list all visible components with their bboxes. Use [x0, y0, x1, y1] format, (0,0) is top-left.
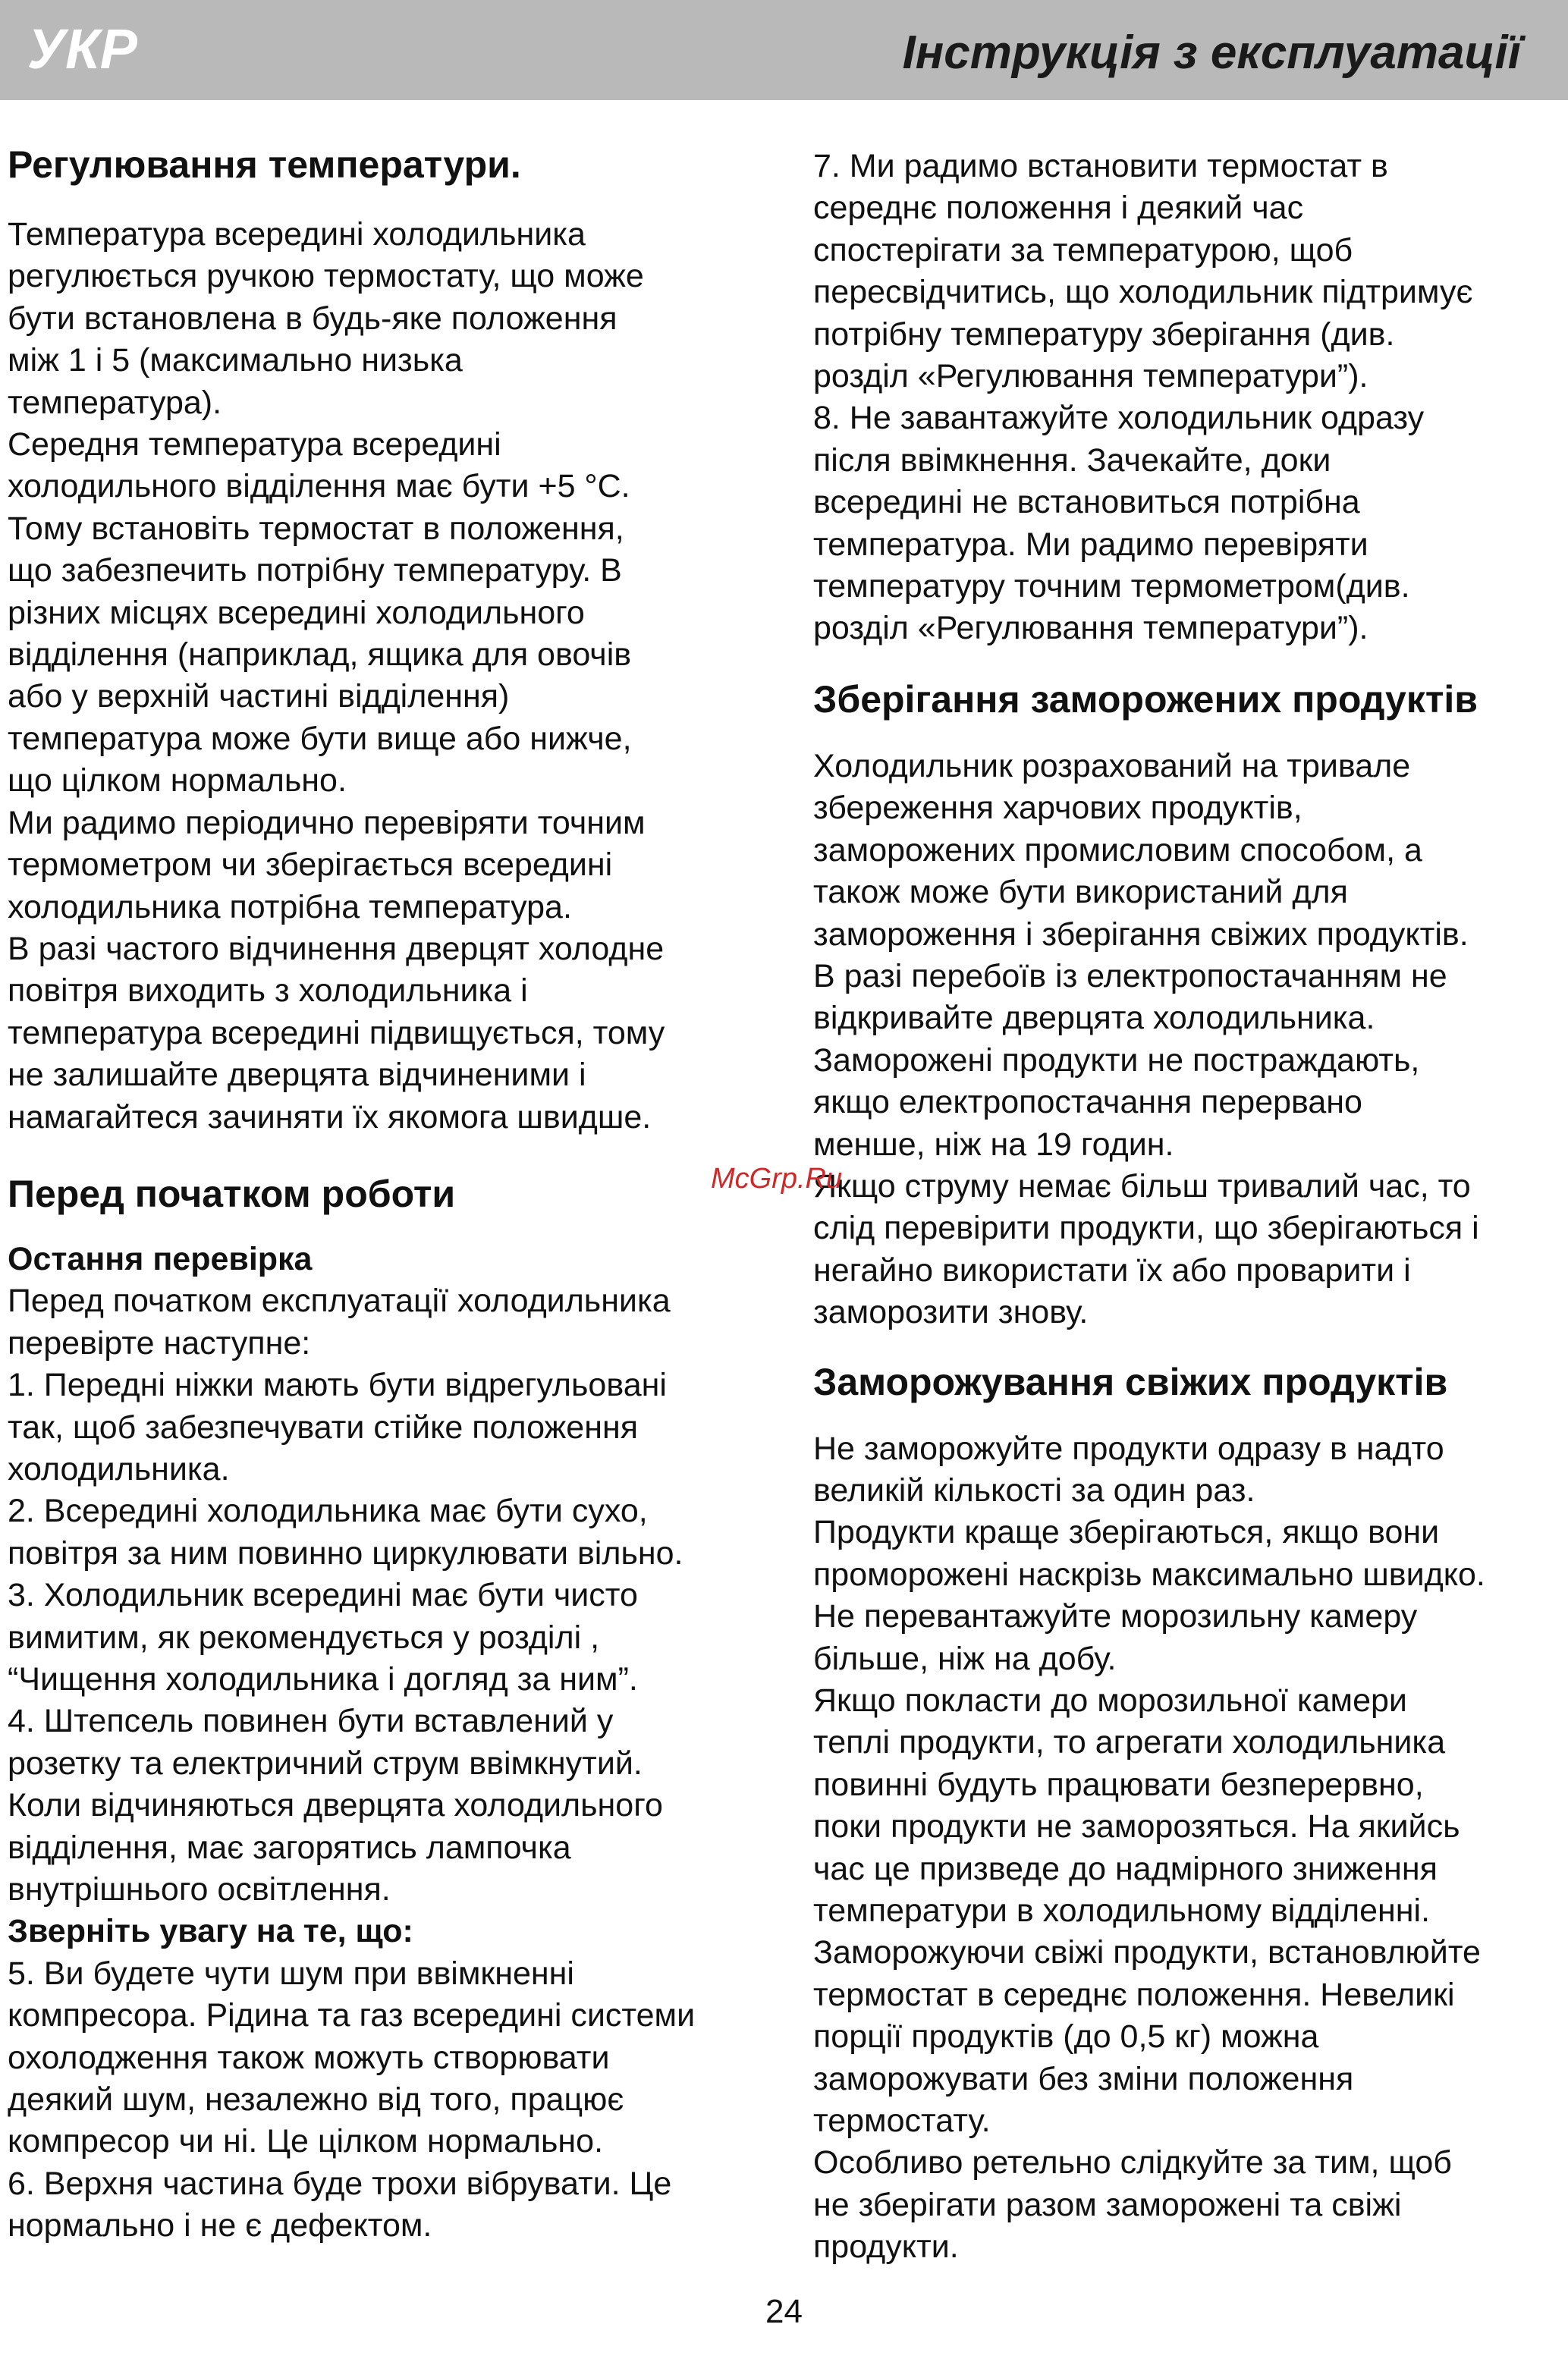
text-line: 2. Всередині холодильника має бути сухо, — [8, 1493, 648, 1530]
text-line: поки продукти не заморозяться. На якийсь — [813, 1808, 1460, 1845]
text-line: заморозити знову. — [813, 1294, 1089, 1331]
text-line: збереження харчових продуктів, — [813, 790, 1302, 827]
text-line: розділ «Регулювання температури”). — [813, 610, 1368, 647]
final-check-text — [8, 1280, 766, 1911]
text-line: більше, ніж на добу. — [813, 1640, 1117, 1677]
text-line: середнє положення і деякий час — [813, 190, 1304, 227]
text-line: Температура всередині холодильника — [8, 216, 586, 253]
text-line: Тому встановіть термостат в положення, — [8, 510, 624, 547]
right-column — [813, 141, 1564, 2269]
text-line: Не перевантажуйте морозильну камеру — [813, 1598, 1418, 1635]
watermark: McGrp.Ru — [711, 1163, 843, 1195]
text-line: негайно використати їх або проварити і — [813, 1252, 1411, 1289]
text-line: В разі перебоїв із електропостачанням не — [813, 957, 1447, 994]
text-line: Перед початком експлуатації холодильника — [8, 1283, 671, 1320]
text-line: термостат в середнє положення. Невеликі — [813, 1976, 1455, 2013]
text-line: В разі частого відчинення дверцят холодне — [8, 930, 665, 967]
text-line: проморожені наскрізь максимально швидко. — [813, 1556, 1485, 1593]
text-line: холодильного відділення має бути +5 °С. — [8, 468, 630, 505]
text-line: 1. Передні ніжки мають бути відрегульовані — [8, 1367, 667, 1404]
text-line: 8. Не завантажуйте холодильник одразу — [813, 400, 1425, 437]
frozen-storage-text — [813, 746, 1564, 1334]
text-line: або у верхній частині відділення) — [8, 678, 510, 715]
text-line: термометром чи зберігається всередині — [8, 846, 613, 884]
text-line: Середня температура всередині — [8, 426, 501, 463]
text-line: Заморожуючи свіжі продукти, встановлюйте — [813, 1934, 1481, 1971]
text-line: 5. Ви будете чути шум при ввімкненні — [8, 1955, 574, 1992]
text-line: температури в холодильному відділенні. — [813, 1892, 1431, 1930]
text-line: Холодильник розрахований на тривале — [813, 747, 1411, 784]
page-number: 24 — [765, 2293, 803, 2330]
text-line: всередині не встановиться потрібна — [813, 484, 1360, 521]
text-line: 7. Ми радимо встановити термостат в — [813, 148, 1388, 184]
text-line: відкривайте дверцята холодильника. — [813, 1000, 1375, 1037]
left-column — [8, 141, 766, 2247]
text-line: великій кількості за один раз. — [813, 1472, 1255, 1509]
text-line: вимитим, як рекомендується у розділі , — [8, 1619, 600, 1656]
text-line: намагайтеся зачиняти їх якомога швидше. — [8, 1098, 652, 1135]
fresh-freezing-text — [813, 1428, 1564, 2269]
frozen-storage-heading: Зберігання заморожених продуктів — [813, 677, 1478, 721]
text-line: час це призведе до надмірного зниження — [813, 1850, 1438, 1887]
text-line: не зберігати разом заморожені та свіжі — [813, 2186, 1402, 2223]
temperature-text — [8, 214, 766, 1139]
text-line: Коли відчиняються дверцята холодильного — [8, 1787, 663, 1824]
text-line: деякий шум, незалежно від того, працює — [8, 2081, 624, 2119]
text-line: Якщо струму немає більш тривалий час, то — [813, 1167, 1471, 1205]
text-line: холодильника потрібна температура. — [8, 888, 572, 925]
text-line: що забезпечить потрібну температуру. В — [8, 552, 622, 589]
text-line: заморожених промисловим способом, а — [813, 831, 1422, 868]
text-line: після ввімкнення. Зачекайте, доки — [813, 441, 1331, 479]
continued-steps-text — [813, 146, 1564, 650]
temperature-heading: Регулювання температури. — [8, 143, 521, 186]
text-line: спостерігати за температурою, щоб — [813, 231, 1353, 269]
text-line: менше, ніж на 19 годин. — [813, 1126, 1174, 1163]
text-line: продукти. — [813, 2229, 959, 2266]
text-line: Не заморожуйте продукти одразу в надто — [813, 1430, 1444, 1467]
text-line: температуру точним термометром(див. — [813, 568, 1410, 605]
text-line: повинні будуть працювати безперервно, — [813, 1766, 1424, 1803]
final-check-subheading: Остання перевірка — [8, 1240, 313, 1277]
text-line: бути встановлена в будь-яке положення — [8, 300, 617, 337]
text-line: Особливо ретельно слідкуйте за тим, щоб — [813, 2144, 1452, 2181]
language-label: УКР — [27, 17, 137, 80]
text-line: повітря виходить з холодильника і — [8, 972, 528, 1010]
page-header — [0, 0, 1568, 100]
text-line: між 1 і 5 (максимально низька — [8, 342, 463, 379]
text-line: компресора. Рідина та газ всередині системи — [8, 1997, 696, 2034]
text-line: 3. Холодильник всередині має бути чисто — [8, 1577, 638, 1614]
document-title: Інструкція з експлуатації — [902, 27, 1521, 79]
attention-text — [8, 1953, 766, 2247]
text-line: Ми радимо періодично перевіряти точним — [8, 804, 646, 841]
attention-label: Зверніть увагу на те, що: — [8, 1913, 413, 1950]
text-line: пересвідчитись, що холодильник підтримує — [813, 274, 1473, 311]
text-line: так, щоб забезпечувати стійке положення — [8, 1409, 638, 1446]
text-line: компресор чи ні. Це цілком нормально. — [8, 2123, 604, 2160]
text-line: повітря за ним повинно циркулювати вільно. — [8, 1534, 683, 1572]
text-line: 6. Верхня частина буде трохи вібрувати. Це — [8, 2165, 672, 2202]
text-line: температура може бути вище або нижче, — [8, 720, 632, 757]
text-line: термостату. — [813, 2103, 991, 2140]
text-line: заморожувати без зміни положення — [813, 2060, 1354, 2097]
text-line: також може бути використаний для — [813, 874, 1348, 911]
text-line: слід перевірити продукти, що зберігаються і — [813, 1210, 1479, 1247]
text-line: відділення, має загорятись лампочка — [8, 1829, 571, 1866]
text-line: що цілком нормально. — [8, 762, 347, 799]
text-line: Продукти краще зберігаються, якщо вони — [813, 1514, 1440, 1551]
before-start-heading: Перед початком роботи — [8, 1172, 456, 1215]
text-line: регулюється ручкою термостату, що може — [8, 258, 644, 295]
text-line: холодильника. — [8, 1450, 230, 1487]
text-line: температура всередині підвищується, тому — [8, 1014, 665, 1051]
text-line: охолодження також можуть створювати — [8, 2039, 610, 2076]
text-line: відділення (наприклад, ящика для овочів — [8, 636, 632, 674]
text-line: температура). — [8, 384, 222, 421]
text-line: різних місцях всередині холодильного — [8, 594, 585, 631]
text-line: нормально і не є дефектом. — [8, 2207, 432, 2244]
text-line: порції продуктів (до 0,5 кг) можна — [813, 2018, 1319, 2056]
text-line: замороження і зберігання свіжих продуктів. — [813, 916, 1469, 953]
text-line: теплі продукти, то агрегати холодильника — [813, 1724, 1446, 1761]
text-line: розетку та електричний струм ввімкнутий. — [8, 1745, 643, 1782]
text-line: розділ «Регулювання температури”). — [813, 358, 1368, 395]
text-line: потрібну температуру зберігання (див. — [813, 316, 1395, 353]
text-line: “Чищення холодильника і догляд за ним”. — [8, 1661, 638, 1698]
text-line: температура. Ми радимо перевіряти — [813, 526, 1368, 563]
text-line: Якщо покласти до морозильної камери — [813, 1682, 1407, 1719]
text-line: перевірте наступне: — [8, 1324, 311, 1362]
fresh-freezing-heading: Заморожування свіжих продуктів — [813, 1360, 1448, 1403]
text-line: Заморожені продукти не постраждають, — [813, 1041, 1420, 1079]
text-line: не залишайте дверцята відчиненими і — [8, 1057, 586, 1094]
text-line: якщо електропостачання перервано — [813, 1084, 1362, 1121]
text-line: 4. Штепсель повинен бути вставлений у — [8, 1703, 614, 1740]
text-line: внутрішнього освітлення. — [8, 1871, 391, 1908]
